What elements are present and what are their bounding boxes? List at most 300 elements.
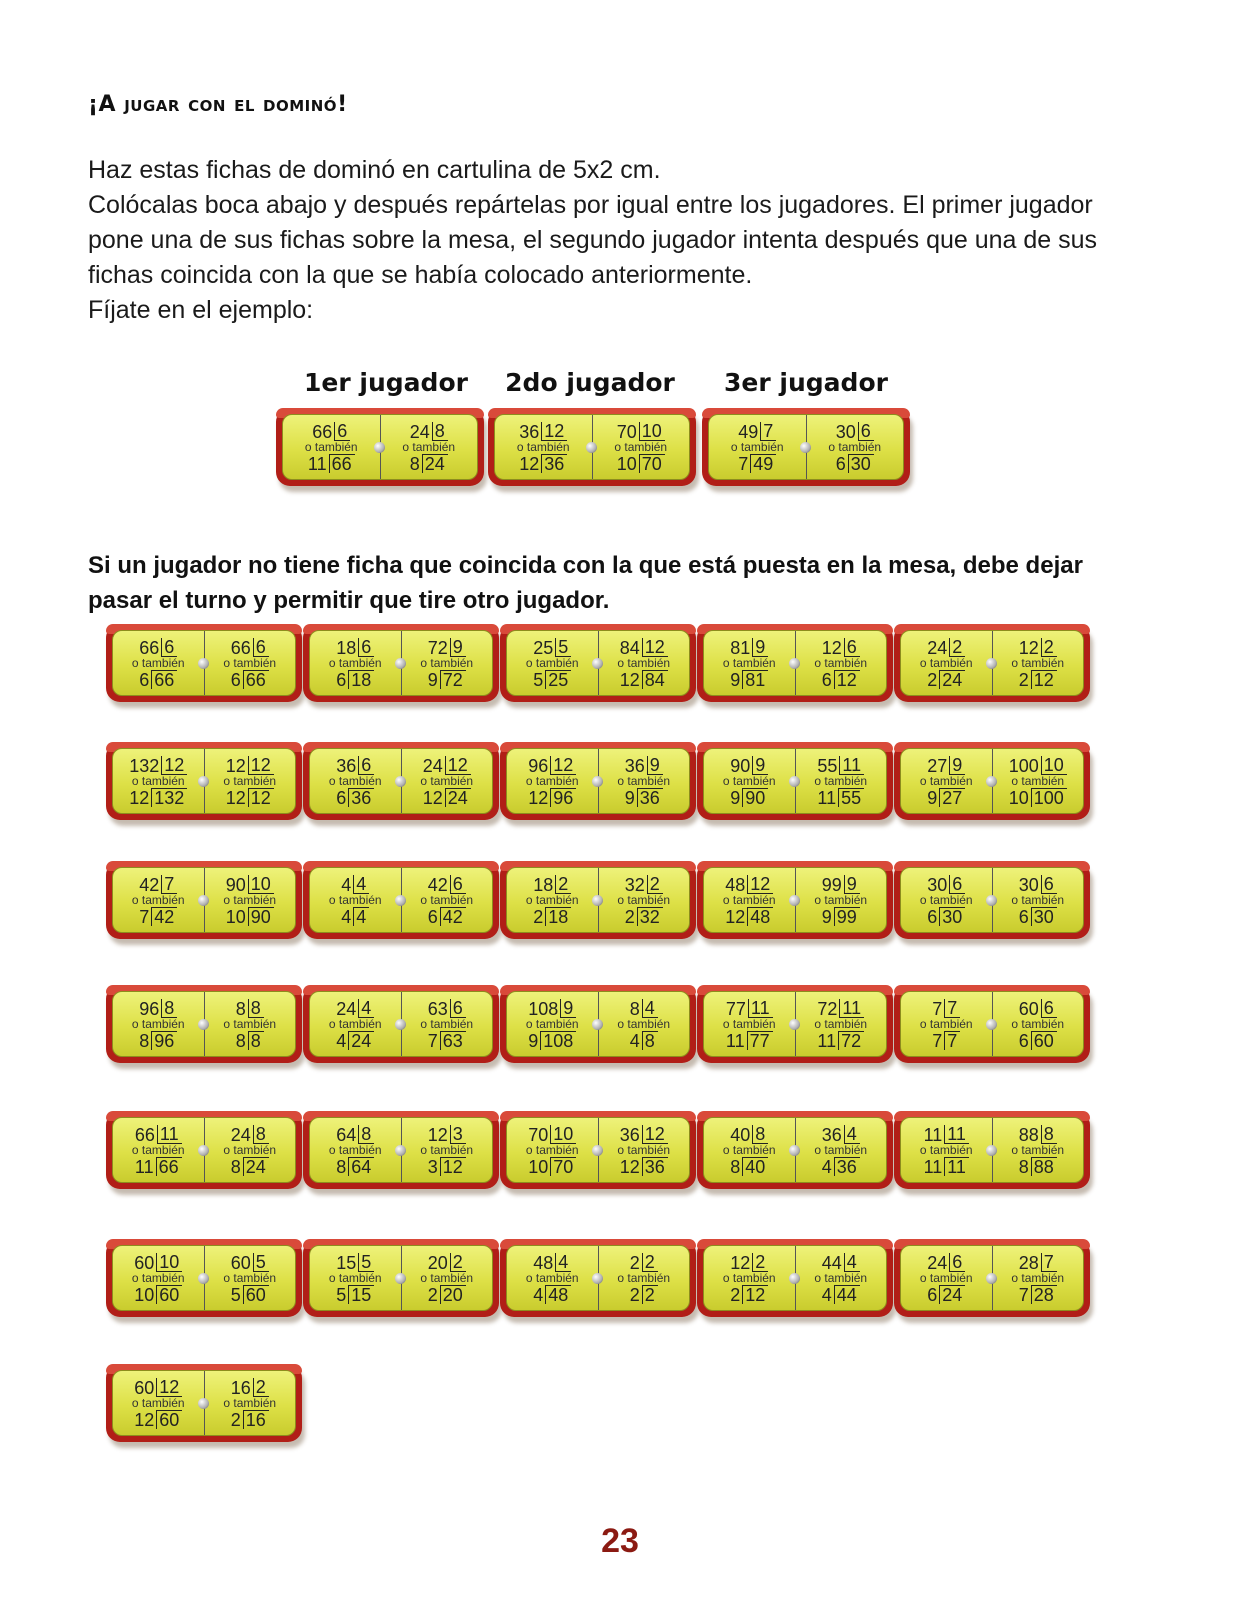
tile-half: [598, 749, 690, 813]
tile-half: [992, 1118, 1084, 1182]
center-pip-icon: [198, 1019, 209, 1030]
division-expression: [533, 1253, 571, 1272]
multiplication-expression: [730, 1285, 768, 1304]
center-pip-icon: [198, 658, 209, 669]
tile-half: [401, 749, 493, 813]
also-label: o también: [722, 773, 776, 788]
quotient: 3: [427, 1156, 438, 1177]
multiplication-expression: [730, 670, 768, 689]
also-label: o también: [722, 892, 776, 907]
divisor: 10: [248, 875, 274, 894]
also-label: o también: [131, 1395, 185, 1410]
product: 72: [440, 670, 466, 689]
also-label: o también: [617, 655, 671, 670]
quotient: 2: [533, 906, 544, 927]
center-pip-icon: [395, 776, 406, 787]
multiplication-expression: [620, 670, 668, 689]
tile-face: [309, 1117, 493, 1183]
product: 40: [742, 1157, 768, 1176]
player-labels: [0, 368, 1240, 408]
divisor: 5: [358, 1253, 374, 1272]
tile-half: [204, 992, 296, 1056]
also-label: o también: [1011, 773, 1065, 788]
quotient: 8: [235, 1030, 246, 1051]
tile-face: [900, 1117, 1084, 1183]
center-pip-icon: [789, 776, 800, 787]
product: 55: [838, 788, 864, 807]
multiplication-expression: [336, 1285, 374, 1304]
player-label-1: 1er jugador: [304, 368, 468, 397]
tile-half: [401, 992, 493, 1056]
also-label: o también: [919, 1270, 973, 1285]
dividend: 12: [225, 755, 246, 776]
also-label: o también: [131, 773, 185, 788]
tile-half: [204, 1118, 296, 1182]
also-label: o también: [223, 1016, 277, 1031]
multiplication-expression: [725, 907, 773, 926]
center-pip-icon: [592, 1019, 603, 1030]
quotient: 2: [629, 1284, 640, 1305]
dividend: 100: [1008, 755, 1039, 776]
product: 84: [642, 670, 668, 689]
dividend: 28: [1018, 1252, 1039, 1273]
product: 30: [1031, 907, 1057, 926]
division-expression: [231, 1125, 269, 1144]
also-label: o también: [617, 1016, 671, 1031]
division-expression: [428, 875, 466, 894]
domino-tile: [106, 985, 302, 1063]
center-pip-icon: [395, 1145, 406, 1156]
tile-half: [113, 749, 204, 813]
division-expression: [423, 756, 471, 775]
tile-half: [310, 868, 401, 932]
product: 15: [348, 1285, 374, 1304]
center-pip-icon: [986, 1019, 997, 1030]
also-label: o también: [828, 439, 882, 454]
domino-tile: [106, 1111, 302, 1189]
tile-half: [507, 631, 598, 695]
tile-half: [992, 868, 1084, 932]
division-expression: [428, 999, 466, 1018]
also-label: o también: [525, 1142, 579, 1157]
dividend: 32: [624, 874, 645, 895]
multiplication-expression: [336, 1157, 374, 1176]
quotient: 6: [927, 906, 938, 927]
divisor: 6: [161, 638, 177, 657]
dividend: 60: [134, 1377, 155, 1398]
dividend: 18: [533, 874, 554, 895]
also-label: o también: [420, 1142, 474, 1157]
domino-tile: [500, 861, 696, 939]
tile-face: [112, 748, 296, 814]
rule-text: [88, 548, 1148, 618]
quotient: 4: [336, 1030, 347, 1051]
tile-half: [401, 1246, 493, 1310]
product: 36: [348, 788, 374, 807]
product: 16: [243, 1410, 269, 1429]
quotient: 2: [927, 669, 938, 690]
dividend: 8: [629, 998, 640, 1019]
product: 20: [440, 1285, 466, 1304]
product: 30: [848, 454, 874, 473]
tile-face: [309, 867, 493, 933]
multiplication-expression: [428, 907, 466, 926]
tile-face: [309, 1245, 493, 1311]
division-expression: [617, 422, 665, 441]
quotient: 6: [336, 669, 347, 690]
product: 90: [742, 788, 768, 807]
dividend: 24: [927, 1252, 948, 1273]
multiplication-expression: [924, 1157, 969, 1176]
also-label: o también: [420, 1270, 474, 1285]
tile-face: [494, 414, 690, 480]
divisor: 8: [248, 999, 264, 1018]
tile-half: [204, 1246, 296, 1310]
also-label: o también: [223, 773, 277, 788]
quotient: 10: [528, 1156, 549, 1177]
quotient: 12: [225, 787, 246, 808]
divisor: 4: [844, 1253, 860, 1272]
tile-half: [795, 1246, 887, 1310]
multiplication-expression: [341, 907, 369, 926]
dividend: 36: [821, 1124, 842, 1145]
also-label: o también: [516, 439, 570, 454]
division-expression: [620, 1125, 668, 1144]
division-expression: [924, 1125, 969, 1144]
quotient: 8: [139, 1030, 150, 1051]
product: 12: [440, 1157, 466, 1176]
also-label: o también: [617, 892, 671, 907]
tile-face: [506, 1117, 690, 1183]
dividend: 30: [835, 421, 856, 442]
also-label: o también: [420, 1016, 474, 1031]
divisor: 9: [450, 638, 466, 657]
quotient: 12: [619, 669, 640, 690]
tile-half: [204, 631, 296, 695]
multiplication-expression: [630, 1285, 658, 1304]
multiplication-expression: [1019, 1031, 1057, 1050]
also-label: o también: [420, 655, 474, 670]
tile-half: [592, 415, 690, 479]
division-expression: [410, 422, 448, 441]
quotient: 7: [139, 906, 150, 927]
multiplication-expression: [730, 1157, 768, 1176]
quotient: 9: [730, 787, 741, 808]
divisor: 8: [752, 1125, 768, 1144]
multiplication-expression: [428, 1157, 466, 1176]
quotient: 8: [230, 1156, 241, 1177]
also-label: o también: [131, 1142, 185, 1157]
divisor: 8: [1041, 1125, 1057, 1144]
also-label: o también: [402, 439, 456, 454]
also-label: o también: [131, 655, 185, 670]
tile-half: [704, 631, 795, 695]
dividend: 72: [817, 998, 838, 1019]
center-pip-icon: [592, 895, 603, 906]
multiplication-expression: [410, 454, 448, 473]
divisor: 12: [642, 1125, 668, 1144]
tile-half: [113, 992, 204, 1056]
multiplication-expression: [135, 1157, 182, 1176]
division-expression: [1019, 875, 1057, 894]
multiplication-expression: [822, 907, 860, 926]
dividend: 66: [312, 421, 333, 442]
division-expression: [927, 1253, 965, 1272]
division-expression: [620, 638, 668, 657]
divisor: 9: [844, 875, 860, 894]
tile-half: [704, 1118, 795, 1182]
division-expression: [336, 999, 374, 1018]
divisor: 8: [161, 999, 177, 1018]
dividend: 70: [616, 421, 637, 442]
divisor: 2: [450, 1253, 466, 1272]
divisor: 6: [450, 875, 466, 894]
division-expression: [135, 1125, 182, 1144]
divisor: 7: [161, 875, 177, 894]
rule-paragraph: Si un jugador no tiene ficha que coincida con la que está puesta en la mesa, debe dejar pasar el turno y permitir que tire otro jugador.: [88, 552, 1083, 614]
dividend: 96: [139, 998, 160, 1019]
center-pip-icon: [198, 1145, 209, 1156]
product: 42: [440, 907, 466, 926]
division-expression: [129, 756, 187, 775]
division-expression: [822, 1125, 860, 1144]
also-label: o también: [223, 1270, 277, 1285]
also-label: o también: [814, 1016, 868, 1031]
domino-tile: [276, 408, 484, 486]
domino-tile: [500, 742, 696, 820]
quotient: 4: [533, 1284, 544, 1305]
tile-half: [113, 1118, 204, 1182]
product: 36: [642, 1157, 668, 1176]
tile-face: [112, 867, 296, 933]
division-expression: [932, 999, 960, 1018]
product: 30: [939, 907, 965, 926]
also-label: o también: [617, 1270, 671, 1285]
product: 36: [834, 1157, 860, 1176]
quotient: 11: [817, 787, 837, 808]
center-pip-icon: [586, 442, 597, 453]
multiplication-expression: [428, 1031, 466, 1050]
divisor: 6: [1041, 875, 1057, 894]
product: 108: [540, 1031, 576, 1050]
quotient: 6: [1018, 1030, 1029, 1051]
domino-tile: [106, 1239, 302, 1317]
division-expression: [836, 422, 874, 441]
tile-face: [112, 1245, 296, 1311]
divisor: 5: [555, 638, 571, 657]
tile-face: [703, 1117, 887, 1183]
quotient: 6: [835, 453, 846, 474]
multiplication-expression: [134, 1285, 182, 1304]
quotient: 6: [230, 669, 241, 690]
quotient: 9: [730, 669, 741, 690]
dividend: 24: [422, 755, 443, 776]
domino-tile: [303, 624, 499, 702]
division-expression: [630, 1253, 658, 1272]
also-label: o también: [223, 892, 277, 907]
dividend: 81: [730, 637, 751, 658]
quotient: 4: [821, 1284, 832, 1305]
tile-half: [901, 749, 992, 813]
divisor: 7: [944, 999, 960, 1018]
product: 60: [156, 1285, 182, 1304]
tile-half: [992, 631, 1084, 695]
quotient: 10: [616, 453, 637, 474]
division-expression: [822, 638, 860, 657]
product: 12: [834, 670, 860, 689]
dividend: 36: [336, 755, 357, 776]
tile-face: [900, 748, 1084, 814]
dividend: 108: [528, 998, 559, 1019]
center-pip-icon: [789, 1273, 800, 1284]
quotient: 4: [629, 1030, 640, 1051]
division-expression: [726, 999, 773, 1018]
division-expression: [1009, 756, 1067, 775]
multiplication-expression: [932, 1031, 960, 1050]
tile-face: [309, 748, 493, 814]
quotient: 2: [624, 906, 635, 927]
tile-half: [992, 749, 1084, 813]
center-pip-icon: [198, 895, 209, 906]
also-label: o también: [814, 773, 868, 788]
product: 12: [742, 1285, 768, 1304]
player-label-2: 2do jugador: [505, 368, 675, 397]
division-expression: [927, 875, 965, 894]
domino-tile: [697, 624, 893, 702]
multiplication-expression: [817, 1031, 864, 1050]
divisor: 6: [1041, 999, 1057, 1018]
product: 36: [637, 788, 663, 807]
divisor: 7: [760, 422, 776, 441]
division-expression: [226, 756, 274, 775]
also-label: o también: [617, 1142, 671, 1157]
also-label: o también: [722, 1270, 776, 1285]
division-expression: [730, 756, 768, 775]
product: 63: [440, 1031, 466, 1050]
quotient: 12: [528, 787, 549, 808]
tile-face: [112, 1370, 296, 1436]
also-label: o también: [614, 439, 668, 454]
divisor: 11: [157, 1125, 182, 1144]
tile-half: [401, 868, 493, 932]
dividend: 24: [230, 1124, 251, 1145]
dividend: 66: [230, 637, 251, 658]
center-pip-icon: [592, 1273, 603, 1284]
divisor: 5: [253, 1253, 269, 1272]
divisor: 12: [156, 1378, 182, 1397]
domino-tile: [702, 408, 910, 486]
divisor: 12: [550, 756, 576, 775]
tile-half: [113, 1371, 204, 1435]
also-label: o también: [525, 1270, 579, 1285]
product: 66: [156, 1157, 182, 1176]
tile-half: [901, 1246, 992, 1310]
dividend: 16: [230, 1377, 251, 1398]
dividend: 36: [624, 755, 645, 776]
quotient: 9: [624, 787, 635, 808]
multiplication-expression: [308, 454, 355, 473]
domino-tile: [894, 985, 1090, 1063]
division-expression: [730, 638, 768, 657]
tile-face: [506, 991, 690, 1057]
dividend: 42: [427, 874, 448, 895]
product: 60: [1031, 1031, 1057, 1050]
tile-half: [380, 415, 478, 479]
dividend: 88: [1018, 1124, 1039, 1145]
multiplication-expression: [1009, 788, 1067, 807]
multiplication-expression: [134, 1410, 182, 1429]
quotient: 6: [427, 906, 438, 927]
domino-tile: [500, 985, 696, 1063]
dividend: 15: [336, 1252, 357, 1273]
center-pip-icon: [395, 658, 406, 669]
dividend: 63: [427, 998, 448, 1019]
divisor: 2: [642, 1253, 658, 1272]
quotient: 6: [821, 669, 832, 690]
product: 81: [742, 670, 768, 689]
divisor: 3: [450, 1125, 466, 1144]
divisor: 2: [752, 1253, 768, 1272]
tile-half: [401, 631, 493, 695]
tile-face: [900, 1245, 1084, 1311]
dividend: 4: [341, 874, 352, 895]
multiplication-expression: [822, 1285, 860, 1304]
quotient: 6: [139, 669, 150, 690]
product: 8: [248, 1031, 264, 1050]
multiplication-expression: [231, 1410, 269, 1429]
also-label: o también: [223, 1395, 277, 1410]
center-pip-icon: [395, 1273, 406, 1284]
tile-half: [310, 1118, 401, 1182]
division-expression: [428, 1125, 466, 1144]
multiplication-expression: [336, 788, 374, 807]
multiplication-expression: [423, 788, 471, 807]
domino-tile: [500, 1239, 696, 1317]
quotient: 10: [134, 1284, 155, 1305]
dividend: 8: [235, 998, 246, 1019]
product: 28: [1031, 1285, 1057, 1304]
also-label: o también: [328, 1142, 382, 1157]
multiplication-expression: [927, 788, 965, 807]
also-label: o también: [1011, 1142, 1065, 1157]
quotient: 12: [422, 787, 443, 808]
divisor: 11: [839, 999, 864, 1018]
dividend: 77: [725, 998, 746, 1019]
tile-half: [310, 992, 401, 1056]
tile-face: [900, 991, 1084, 1057]
quotient: 10: [225, 906, 246, 927]
multiplication-expression: [620, 1157, 668, 1176]
also-label: o también: [814, 892, 868, 907]
dividend: 30: [1018, 874, 1039, 895]
division-expression: [336, 756, 374, 775]
tile-half: [806, 415, 904, 479]
division-expression: [725, 875, 773, 894]
multiplication-expression: [617, 454, 665, 473]
product: 66: [243, 670, 269, 689]
multiplication-expression: [336, 670, 374, 689]
tile-half: [204, 1371, 296, 1435]
division-expression: [927, 638, 965, 657]
tile-half: [507, 749, 598, 813]
division-expression: [817, 999, 864, 1018]
multiplication-expression: [336, 1031, 374, 1050]
dividend: 64: [336, 1124, 357, 1145]
dividend: 60: [134, 1252, 155, 1273]
tile-face: [703, 867, 887, 933]
dividend: 84: [619, 637, 640, 658]
tile-half: [507, 868, 598, 932]
